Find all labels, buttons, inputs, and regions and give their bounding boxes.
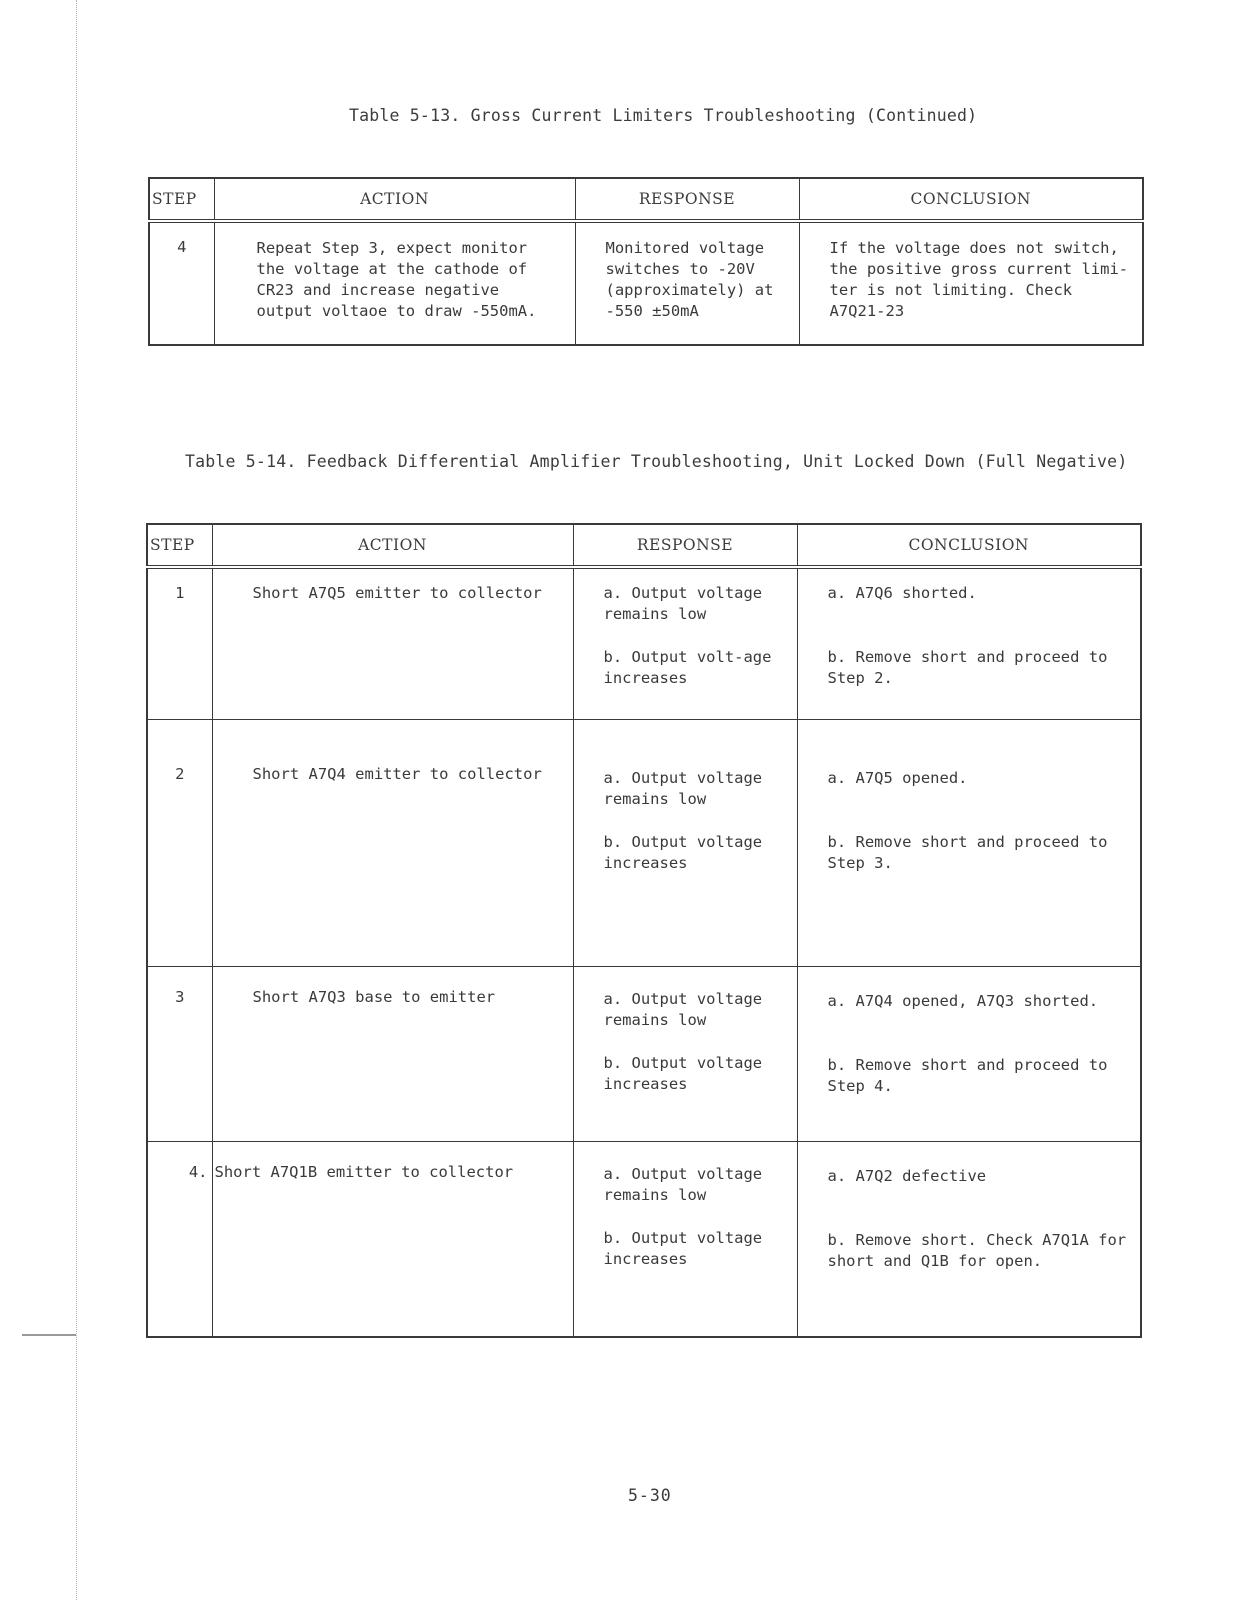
table-header-row bbox=[147, 524, 1141, 567]
action-cell: Short A7Q4 emitter to collector bbox=[212, 720, 573, 967]
header-step: STEP bbox=[149, 178, 214, 221]
response-a: a. Output voltage remains low bbox=[603, 584, 763, 623]
conclusion-cell: If the voltage does not switch, the positive gross current limi-ter is not limiting. Check A7Q21-23 bbox=[799, 221, 1143, 345]
conclusion-a: a. A7Q2 defective bbox=[827, 1167, 987, 1185]
header-action: ACTION bbox=[212, 524, 573, 567]
action-cell: Repeat Step 3, expect monitor the voltage at the cathode of CR23 and increase negative output voltaoe to draw -550mA. bbox=[214, 221, 575, 345]
header-conclusion: CONCLUSION bbox=[799, 178, 1143, 221]
conclusion-cell bbox=[797, 720, 1141, 967]
header-step: STEP bbox=[147, 524, 212, 567]
conclusion-cell bbox=[797, 1142, 1141, 1338]
response-cell bbox=[573, 567, 797, 720]
table-5-14 bbox=[146, 523, 1142, 1338]
conclusion-b: b. Remove short and proceed to Step 2. bbox=[827, 648, 1108, 687]
response-b: b. Output volt-age increases bbox=[603, 648, 772, 687]
response-a: a. Output voltage remains low bbox=[603, 769, 763, 808]
step-cell: 4 bbox=[149, 221, 214, 345]
table-row bbox=[149, 221, 1143, 345]
table-5-14-caption: Table 5-14. Feedback Differential Amplifier Troubleshooting, Unit Locked Down (Full Negative) bbox=[185, 452, 1128, 471]
step-cell: 2 bbox=[147, 720, 212, 967]
header-response: RESPONSE bbox=[575, 178, 799, 221]
table-row bbox=[147, 967, 1141, 1142]
response-cell: Monitored voltage switches to -20V (approximately) at -550 ±50mA bbox=[575, 221, 799, 345]
conclusion-a: a. A7Q5 opened. bbox=[827, 769, 968, 787]
page-number: 5-30 bbox=[628, 1486, 672, 1505]
binding-edge-mark bbox=[22, 1334, 76, 1336]
response-cell bbox=[573, 720, 797, 967]
table-5-13 bbox=[148, 177, 1144, 346]
conclusion-b: b. Remove short. Check A7Q1A for short and Q1B for open. bbox=[827, 1231, 1127, 1270]
conclusion-b: b. Remove short and proceed to Step 4. bbox=[827, 1056, 1108, 1095]
step-cell: 3 bbox=[147, 967, 212, 1142]
response-cell bbox=[573, 967, 797, 1142]
action-cell: Short A7Q1B emitter to collector bbox=[212, 1142, 573, 1338]
binding-edge-line bbox=[76, 0, 77, 1600]
step-cell: 4. bbox=[147, 1142, 212, 1338]
table-5-13-caption: Table 5-13. Gross Current Limiters Troubleshooting (Continued) bbox=[349, 106, 978, 125]
table-row bbox=[147, 1142, 1141, 1338]
response-b: b. Output voltage increases bbox=[603, 833, 763, 872]
action-cell: Short A7Q5 emitter to collector bbox=[212, 567, 573, 720]
conclusion-a: a. A7Q6 shorted. bbox=[827, 584, 977, 602]
table-row bbox=[147, 720, 1141, 967]
header-action: ACTION bbox=[214, 178, 575, 221]
step-cell: 1 bbox=[147, 567, 212, 720]
response-a: a. Output voltage remains low bbox=[603, 1165, 763, 1204]
action-cell: Short A7Q3 base to emitter bbox=[212, 967, 573, 1142]
conclusion-a: a. A7Q4 opened, A7Q3 shorted. bbox=[827, 992, 1099, 1010]
table-header-row bbox=[149, 178, 1143, 221]
conclusion-b: b. Remove short and proceed to Step 3. bbox=[827, 833, 1108, 872]
response-cell bbox=[573, 1142, 797, 1338]
header-response: RESPONSE bbox=[573, 524, 797, 567]
response-a: a. Output voltage remains low bbox=[603, 990, 763, 1029]
response-b: b. Output voltage increases bbox=[603, 1054, 763, 1093]
conclusion-cell bbox=[797, 567, 1141, 720]
conclusion-cell bbox=[797, 967, 1141, 1142]
table-row bbox=[147, 567, 1141, 720]
response-b: b. Output voltage increases bbox=[603, 1229, 763, 1268]
header-conclusion: CONCLUSION bbox=[797, 524, 1141, 567]
